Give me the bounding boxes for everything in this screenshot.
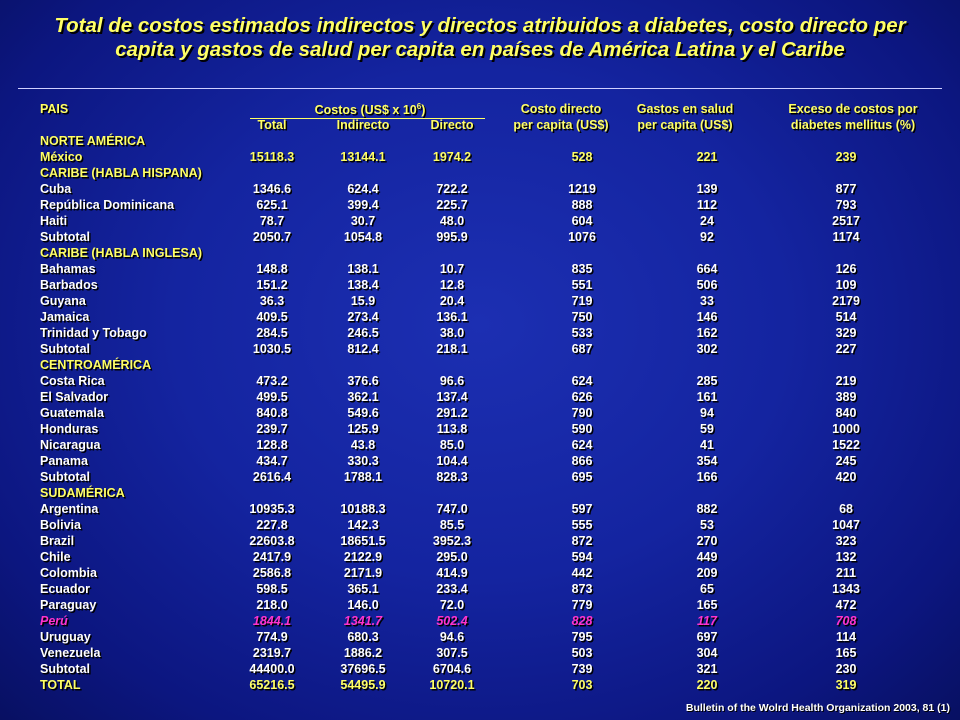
gasto-pc-cell: 139 — [696, 182, 718, 196]
country-row — [40, 181, 960, 197]
directo-cell: 137.4 — [436, 390, 468, 404]
header-costos-base: Costos (US$ x 10 — [314, 103, 417, 118]
gasto-pc-cell: 117 — [697, 614, 717, 628]
section-header-row — [40, 133, 960, 149]
total-cell: 473.2 — [256, 374, 288, 388]
gasto-pc-cell: 112 — [696, 198, 718, 212]
gasto-pc-cell: 304 — [696, 646, 718, 660]
country-row — [40, 325, 960, 341]
total-cell: 15118.3 — [249, 150, 295, 164]
indirecto-cell: 362.1 — [347, 390, 379, 404]
gasto-pc-cell: 321 — [696, 662, 718, 676]
source-citation: Bulletin of the Wolrd Health Organization 2003, 81 (1) — [685, 702, 950, 714]
costo-pc-cell: 442 — [571, 566, 593, 580]
indirecto-cell: 43.8 — [350, 438, 376, 452]
country-row — [40, 533, 960, 549]
indirecto-cell: 15.9 — [350, 294, 376, 308]
section-header-row — [40, 357, 960, 373]
directo-cell: 1974.2 — [432, 150, 472, 164]
country-name: Cuba — [40, 182, 72, 196]
total-cell: 499.5 — [256, 390, 288, 404]
country-row — [40, 277, 960, 293]
exceso-cell: 165 — [835, 646, 857, 660]
exceso-cell: 319 — [835, 678, 857, 692]
exceso-cell: 420 — [835, 470, 857, 484]
costo-pc-cell: 624 — [571, 438, 593, 452]
directo-cell: 104.4 — [436, 454, 468, 468]
country-name: Guyana — [40, 294, 86, 308]
table-body — [40, 133, 960, 693]
costo-pc-cell: 866 — [571, 454, 593, 468]
country-name: Paraguay — [40, 598, 97, 612]
directo-cell: 502.4 — [436, 614, 468, 628]
country-name: Ecuador — [40, 582, 91, 596]
indirecto-cell: 246.5 — [347, 326, 379, 340]
gasto-pc-cell: 166 — [696, 470, 718, 484]
directo-cell: 295.0 — [436, 550, 468, 564]
total-cell: 151.2 — [256, 278, 288, 292]
directo-cell: 20.4 — [439, 294, 465, 308]
country-row — [40, 629, 960, 645]
country-row — [40, 645, 960, 661]
country-row — [40, 437, 960, 453]
costo-pc-cell: 1219 — [568, 182, 596, 196]
gasto-pc-cell: 65 — [700, 582, 714, 596]
header-pais: PAIS — [40, 102, 69, 116]
total-cell: 1346.6 — [252, 182, 292, 196]
gasto-pc-cell: 41 — [700, 438, 714, 452]
total-cell: 218.0 — [256, 598, 288, 612]
exceso-cell: 211 — [835, 566, 857, 580]
title-divider — [18, 88, 942, 89]
indirecto-cell: 624.4 — [347, 182, 379, 196]
total-cell: 2050.7 — [252, 230, 292, 244]
header-costo-directo-1: Costo directo — [520, 102, 602, 116]
country-row — [40, 597, 960, 613]
directo-cell: 291.2 — [436, 406, 468, 420]
directo-cell: 12.8 — [439, 278, 465, 292]
country-row — [40, 293, 960, 309]
exceso-cell: 2179 — [832, 294, 860, 308]
total-cell: 128.8 — [256, 438, 288, 452]
section-header-row — [40, 165, 960, 181]
country-row — [40, 453, 960, 469]
total-cell: 44400.0 — [249, 662, 295, 676]
subtotal-row — [40, 661, 960, 677]
total-cell: 239.7 — [256, 422, 288, 436]
section-label: CARIBE (HABLA HISPANA) — [40, 166, 202, 180]
total-cell: 36.3 — [259, 294, 285, 308]
header-costos — [315, 102, 426, 117]
country-name: Colombia — [40, 566, 97, 580]
indirecto-cell: 37696.5 — [340, 662, 386, 676]
directo-cell: 10720.1 — [429, 678, 475, 692]
total-cell: 78.7 — [259, 214, 285, 228]
subtotal-row — [40, 341, 960, 357]
exceso-cell: 245 — [835, 454, 857, 468]
country-name: Honduras — [40, 422, 99, 436]
exceso-cell: 1343 — [832, 582, 860, 596]
total-cell: 2616.4 — [252, 470, 292, 484]
costo-pc-cell: 594 — [571, 550, 593, 564]
costo-pc-cell: 873 — [571, 582, 593, 596]
costo-pc-cell: 703 — [571, 678, 593, 692]
country-name: Brazil — [40, 534, 75, 548]
exceso-cell: 389 — [835, 390, 857, 404]
section-header-row — [40, 485, 960, 501]
gasto-pc-cell: 697 — [696, 630, 718, 644]
country-name: Subtotal — [40, 662, 90, 676]
indirecto-cell: 2122.9 — [343, 550, 383, 564]
directo-cell: 113.8 — [436, 422, 468, 436]
country-row — [40, 389, 960, 405]
total-cell: 22603.8 — [249, 534, 295, 548]
exceso-cell: 514 — [835, 310, 857, 324]
indirecto-cell: 365.1 — [347, 582, 379, 596]
country-name: Haiti — [40, 214, 68, 228]
indirecto-cell: 1054.8 — [343, 230, 383, 244]
total-cell: 284.5 — [256, 326, 288, 340]
country-name: Perú — [40, 614, 68, 628]
total-cell: 227.8 — [256, 518, 288, 532]
costo-pc-cell: 626 — [571, 390, 593, 404]
header-total: Total — [257, 118, 287, 132]
directo-cell: 722.2 — [436, 182, 468, 196]
country-name: República Dominicana — [40, 198, 175, 212]
exceso-cell: 219 — [835, 374, 857, 388]
country-name: Argentina — [40, 502, 99, 516]
costo-pc-cell: 872 — [571, 534, 593, 548]
exceso-cell: 840 — [835, 406, 857, 420]
indirecto-cell: 18651.5 — [340, 534, 386, 548]
header-exceso-2: diabetes mellitus (%) — [790, 118, 916, 132]
exceso-cell: 1522 — [832, 438, 860, 452]
gasto-pc-cell: 24 — [700, 214, 714, 228]
indirecto-cell: 273.4 — [347, 310, 379, 324]
costo-pc-cell: 828 — [571, 614, 593, 628]
costo-pc-cell: 739 — [571, 662, 593, 676]
header-exceso-1: Exceso de costos por — [788, 102, 918, 116]
country-name: Bolivia — [40, 518, 81, 532]
exceso-cell: 109 — [835, 278, 857, 292]
indirecto-cell: 1886.2 — [343, 646, 383, 660]
country-row — [40, 149, 960, 165]
gasto-pc-cell: 220 — [696, 678, 718, 692]
exceso-cell: 239 — [835, 150, 857, 164]
indirecto-cell: 376.6 — [347, 374, 379, 388]
costo-pc-cell: 835 — [571, 262, 593, 276]
total-cell: 1030.5 — [252, 342, 292, 356]
directo-cell: 414.9 — [436, 566, 468, 580]
directo-cell: 307.5 — [436, 646, 468, 660]
exceso-cell: 472 — [835, 598, 857, 612]
indirecto-cell: 30.7 — [350, 214, 376, 228]
section-label: CARIBE (HABLA INGLESA) — [40, 246, 203, 260]
directo-cell: 72.0 — [439, 598, 465, 612]
header-costo-directo-2: per capita (US$) — [513, 118, 609, 132]
country-row — [40, 197, 960, 213]
country-name: Barbados — [40, 278, 98, 292]
exceso-cell: 1174 — [832, 230, 860, 244]
gasto-pc-cell: 449 — [696, 550, 718, 564]
gasto-pc-cell: 209 — [696, 566, 718, 580]
directo-cell: 96.6 — [439, 374, 465, 388]
country-name: Subtotal — [40, 342, 90, 356]
country-name: Venezuela — [40, 646, 101, 660]
header-directo: Directo — [430, 118, 474, 132]
section-header-row — [40, 245, 960, 261]
exceso-cell: 877 — [835, 182, 857, 196]
gasto-pc-cell: 270 — [696, 534, 718, 548]
title-line-1: Total de costos estimados indirectos y directos atribuidos a diabetes, costo directo per — [54, 14, 906, 37]
country-row — [40, 421, 960, 437]
total-row — [40, 677, 960, 693]
costo-pc-cell: 503 — [571, 646, 593, 660]
country-name: TOTAL — [40, 678, 81, 692]
costo-pc-cell: 1076 — [568, 230, 596, 244]
total-cell: 840.8 — [256, 406, 288, 420]
country-row — [40, 517, 960, 533]
section-label: SUDAMÉRICA — [40, 486, 125, 500]
directo-cell: 10.7 — [439, 262, 465, 276]
indirecto-cell: 399.4 — [347, 198, 379, 212]
header-gastos-1: Gastos en salud — [636, 102, 734, 116]
indirecto-cell: 330.3 — [347, 454, 379, 468]
exceso-cell: 329 — [835, 326, 857, 340]
indirecto-cell: 680.3 — [347, 630, 379, 644]
gasto-pc-cell: 146 — [696, 310, 718, 324]
costo-pc-cell: 695 — [571, 470, 593, 484]
total-cell: 2586.8 — [252, 566, 292, 580]
section-label: CENTROAMÉRICA — [40, 358, 152, 372]
total-cell: 774.9 — [256, 630, 288, 644]
country-row — [40, 565, 960, 581]
country-name: Jamaica — [40, 310, 90, 324]
total-cell: 434.7 — [256, 454, 288, 468]
header-costos-exponent: 6 — [416, 102, 422, 111]
country-name: Panama — [40, 454, 88, 468]
gasto-pc-cell: 664 — [696, 262, 718, 276]
total-cell: 2319.7 — [252, 646, 292, 660]
gasto-pc-cell: 53 — [700, 518, 714, 532]
costo-pc-cell: 888 — [571, 198, 593, 212]
costo-pc-cell: 551 — [571, 278, 593, 292]
country-name: Subtotal — [40, 470, 90, 484]
total-cell: 625.1 — [256, 198, 288, 212]
directo-cell: 38.0 — [439, 326, 465, 340]
directo-cell: 48.0 — [439, 214, 465, 228]
directo-cell: 94.6 — [439, 630, 465, 644]
costo-pc-cell: 795 — [571, 630, 593, 644]
gasto-pc-cell: 92 — [700, 230, 714, 244]
exceso-cell: 132 — [835, 550, 857, 564]
country-name: Bahamas — [40, 262, 96, 276]
costo-pc-cell: 779 — [571, 598, 593, 612]
country-row — [40, 613, 960, 629]
indirecto-cell: 138.4 — [347, 278, 379, 292]
costo-pc-cell: 590 — [571, 422, 593, 436]
directo-cell: 218.1 — [436, 342, 468, 356]
gasto-pc-cell: 354 — [696, 454, 718, 468]
total-cell: 1844.1 — [252, 614, 292, 628]
directo-cell: 995.9 — [436, 230, 468, 244]
indirecto-cell: 549.6 — [347, 406, 379, 420]
directo-cell: 85.0 — [439, 438, 465, 452]
costo-pc-cell: 597 — [571, 502, 593, 516]
section-label: NORTE AMÉRICA — [40, 134, 146, 148]
country-name: Subtotal — [40, 230, 90, 244]
gasto-pc-cell: 285 — [696, 374, 718, 388]
country-row — [40, 549, 960, 565]
gasto-pc-cell: 506 — [696, 278, 718, 292]
country-row — [40, 261, 960, 277]
indirecto-cell: 10188.3 — [340, 502, 386, 516]
exceso-cell: 708 — [835, 614, 857, 628]
costo-pc-cell: 624 — [571, 374, 593, 388]
total-cell: 2417.9 — [252, 550, 292, 564]
costo-pc-cell: 555 — [571, 518, 593, 532]
directo-cell: 225.7 — [436, 198, 468, 212]
directo-cell: 828.3 — [436, 470, 468, 484]
costo-pc-cell: 750 — [571, 310, 593, 324]
gasto-pc-cell: 221 — [696, 150, 718, 164]
country-row — [40, 309, 960, 325]
subtotal-row — [40, 229, 960, 245]
indirecto-cell: 138.1 — [347, 262, 379, 276]
exceso-cell: 2517 — [832, 214, 860, 228]
directo-cell: 233.4 — [436, 582, 468, 596]
title-line-2: capita y gastos de salud per capita en países de América Latina y el Caribe — [115, 38, 845, 61]
directo-cell: 747.0 — [436, 502, 468, 516]
cost-table — [40, 133, 960, 693]
exceso-cell: 230 — [835, 662, 857, 676]
total-cell: 598.5 — [256, 582, 288, 596]
country-name: Guatemala — [40, 406, 104, 420]
costo-pc-cell: 604 — [571, 214, 593, 228]
directo-cell: 3952.3 — [432, 534, 472, 548]
header-indirecto: Indirecto — [336, 118, 390, 132]
country-row — [40, 405, 960, 421]
directo-cell: 6704.6 — [432, 662, 472, 676]
total-cell: 409.5 — [256, 310, 288, 324]
indirecto-cell: 13144.1 — [340, 150, 386, 164]
country-row — [40, 501, 960, 517]
costo-pc-cell: 533 — [571, 326, 593, 340]
exceso-cell: 793 — [835, 198, 857, 212]
gasto-pc-cell: 162 — [696, 326, 718, 340]
country-name: México — [40, 150, 83, 164]
indirecto-cell: 54495.9 — [340, 678, 386, 692]
country-name: Chile — [40, 550, 71, 564]
indirecto-cell: 1788.1 — [343, 470, 383, 484]
gasto-pc-cell: 59 — [700, 422, 714, 436]
exceso-cell: 1047 — [832, 518, 860, 532]
subtotal-row — [40, 469, 960, 485]
header-gastos-2: per capita (US$) — [637, 118, 733, 132]
total-cell: 10935.3 — [249, 502, 295, 516]
exceso-cell: 1000 — [832, 422, 860, 436]
indirecto-cell: 142.3 — [347, 518, 379, 532]
country-name: Uruguay — [40, 630, 91, 644]
indirecto-cell: 146.0 — [347, 598, 379, 612]
country-name: El Salvador — [40, 390, 109, 404]
exceso-cell: 227 — [835, 342, 857, 356]
gasto-pc-cell: 161 — [696, 390, 718, 404]
costo-pc-cell: 687 — [571, 342, 593, 356]
total-cell: 148.8 — [256, 262, 288, 276]
indirecto-cell: 2171.9 — [343, 566, 383, 580]
directo-cell: 136.1 — [436, 310, 468, 324]
country-row — [40, 581, 960, 597]
country-name: Trinidad y Tobago — [40, 326, 147, 340]
exceso-cell: 114 — [835, 630, 857, 644]
country-name: Costa Rica — [40, 374, 105, 388]
directo-cell: 85.5 — [439, 518, 465, 532]
exceso-cell: 126 — [835, 262, 857, 276]
gasto-pc-cell: 302 — [696, 342, 718, 356]
costo-pc-cell: 528 — [571, 150, 593, 164]
gasto-pc-cell: 882 — [696, 502, 718, 516]
costo-pc-cell: 719 — [571, 294, 593, 308]
header-costos-close: ) — [421, 103, 426, 118]
gasto-pc-cell: 33 — [700, 294, 714, 308]
page-title — [0, 14, 960, 62]
total-cell: 65216.5 — [249, 678, 295, 692]
country-row — [40, 213, 960, 229]
gasto-pc-cell: 94 — [700, 406, 714, 420]
indirecto-cell: 125.9 — [347, 422, 379, 436]
indirecto-cell: 812.4 — [347, 342, 379, 356]
costo-pc-cell: 790 — [571, 406, 593, 420]
exceso-cell: 323 — [835, 534, 857, 548]
indirecto-cell: 1341.7 — [343, 614, 383, 628]
country-name: Nicaragua — [40, 438, 101, 452]
exceso-cell: 68 — [839, 502, 853, 516]
country-row — [40, 373, 960, 389]
gasto-pc-cell: 165 — [696, 598, 718, 612]
